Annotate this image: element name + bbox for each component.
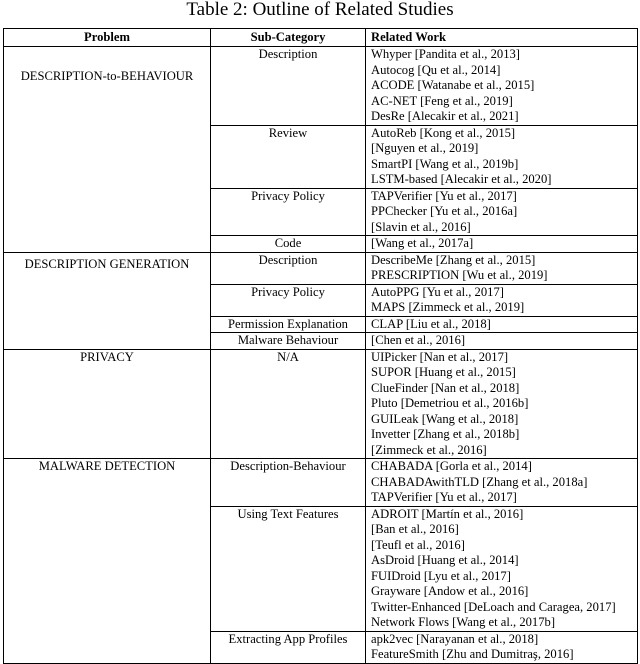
- related-work-entry: MAPS [Zimmeck et al., 2019]: [371, 300, 525, 314]
- related-work-entry: CLAP [Liu et al., 2018]: [371, 316, 491, 331]
- table-body: [4, 47, 638, 664]
- related-work-cell: [366, 125, 638, 188]
- table-row: [4, 459, 638, 507]
- problem-cell: [4, 252, 211, 349]
- related-work-entry: [Chen et al., 2016]: [371, 333, 466, 347]
- related-work-cell: [366, 252, 638, 284]
- problem-label: PRIVACY: [80, 349, 134, 364]
- related-work-entry: apk2vec [Narayanan et al., 2018]: [371, 631, 539, 646]
- related-work-cell: [366, 349, 638, 459]
- problem-label: DESCRIPTION GENERATION: [24, 256, 190, 271]
- sub-category-cell: Code: [211, 236, 366, 253]
- related-work-entry: Twitter-Enhanced [DeLoach and Caragea, 2017]: [371, 599, 616, 614]
- related-work-entry: Autocog [Qu et al., 2014]: [371, 62, 501, 77]
- related-work-entry: Pluto [Demetriou et al., 2016b]: [371, 396, 529, 410]
- header-sub-category: Sub-Category: [211, 29, 366, 47]
- related-work-entry: FeatureSmith [Zhu and Dumitraş, 2016]: [371, 647, 574, 661]
- table-row: [4, 47, 638, 126]
- related-work-entry: DescribeMe [Zhang et al., 2015]: [371, 252, 536, 267]
- related-work-entry: CHABADAwithTLD [Zhang et al., 2018a]: [371, 474, 588, 489]
- related-work-entry: Network Flows [Wang et al., 2017b]: [371, 615, 556, 629]
- problem-cell: [4, 349, 211, 459]
- related-work-entry: [Nguyen et al., 2019]: [371, 141, 479, 155]
- related-work-entry: CHABADA [Gorla et al., 2014]: [371, 459, 532, 473]
- related-work-entry: SUPOR [Huang et al., 2015]: [371, 365, 516, 379]
- related-work-cell: [366, 47, 638, 126]
- table-row: [4, 349, 638, 459]
- related-work-cell: [366, 236, 638, 253]
- related-work-entry: TAPVerifier [Yu et al., 2017]: [371, 188, 517, 203]
- sub-category-cell: Privacy Policy: [211, 284, 366, 316]
- related-work-entry: PRESCRIPTION [Wu et al., 2019]: [371, 268, 548, 282]
- related-work-entry: [Ban et al., 2016]: [371, 522, 459, 536]
- sub-category-cell: Permission Explanation: [211, 316, 366, 333]
- related-work-entry: FUIDroid [Lyu et al., 2017]: [371, 568, 511, 583]
- problem-cell: [4, 459, 211, 664]
- header-related-work: Related Work: [366, 29, 638, 47]
- related-work-cell: [366, 506, 638, 631]
- related-work-entry: Grayware [Andow et al., 2016]: [371, 584, 529, 598]
- related-work-entry: ADROIT [Martín et al., 2016]: [371, 506, 524, 521]
- table-row: [4, 252, 638, 284]
- header-row: [4, 29, 638, 47]
- related-work-entry: [Wang et al., 2017a]: [371, 236, 474, 250]
- related-work-cell: [366, 631, 638, 663]
- sub-category-cell: Description: [211, 47, 366, 126]
- related-work-entry: LSTM-based [Alecakir et al., 2020]: [371, 172, 552, 186]
- problem-cell: [4, 47, 211, 253]
- related-work-entry: SmartPI [Wang et al., 2019b]: [371, 156, 519, 171]
- related-work-entry: GUILeak [Wang et al., 2018]: [371, 411, 519, 426]
- related-work-cell: [366, 284, 638, 316]
- related-work-entry: AC-NET [Feng et al., 2019]: [371, 93, 513, 108]
- related-work-cell: [366, 188, 638, 236]
- related-work-entry: Whyper [Pandita et al., 2013]: [371, 47, 520, 61]
- related-work-entry: [Teufl et al., 2016]: [371, 537, 465, 552]
- sub-category-cell: Privacy Policy: [211, 188, 366, 236]
- sub-category-cell: Using Text Features: [211, 506, 366, 631]
- related-work-cell: [366, 316, 638, 333]
- related-work-cell: [366, 333, 638, 350]
- sub-category-cell: Review: [211, 125, 366, 188]
- related-work-cell: [366, 459, 638, 507]
- related-work-entry: AutoPPG [Yu et al., 2017]: [371, 284, 504, 299]
- related-work-entry: DesRe [Alecakir et al., 2021]: [371, 109, 519, 123]
- problem-label: MALWARE DETECTION: [38, 459, 176, 473]
- related-work-entry: ACODE [Watanabe et al., 2015]: [371, 78, 535, 92]
- sub-category-cell: Description: [211, 252, 366, 284]
- related-work-entry: AutoReb [Kong et al., 2015]: [371, 125, 516, 140]
- related-work-entry: UIPicker [Nan et al., 2017]: [371, 349, 509, 364]
- header-problem: Problem: [4, 29, 211, 47]
- sub-category-cell: Extracting App Profiles: [211, 631, 366, 663]
- related-work-entry: PPChecker [Yu et al., 2016a]: [371, 204, 518, 218]
- problem-label: DESCRIPTION-to-BEHAVIOUR: [20, 69, 194, 83]
- sub-category-cell: Description-Behaviour: [211, 459, 366, 507]
- related-work-entry: ClueFinder [Nan et al., 2018]: [371, 380, 520, 395]
- related-work-entry: AsDroid [Huang et al., 2014]: [371, 553, 519, 567]
- sub-category-cell: Malware Behaviour: [211, 333, 366, 350]
- related-work-entry: [Slavin et al., 2016]: [371, 219, 471, 234]
- related-work-entry: [Zimmeck et al., 2016]: [371, 442, 487, 457]
- related-work-entry: TAPVerifier [Yu et al., 2017]: [371, 490, 517, 504]
- related-work-entry: Invetter [Zhang et al., 2018b]: [371, 427, 520, 441]
- sub-category-cell: N/A: [211, 349, 366, 459]
- related-studies-table: [3, 28, 638, 664]
- table-caption: Table 2: Outline of Related Studies: [186, 0, 454, 20]
